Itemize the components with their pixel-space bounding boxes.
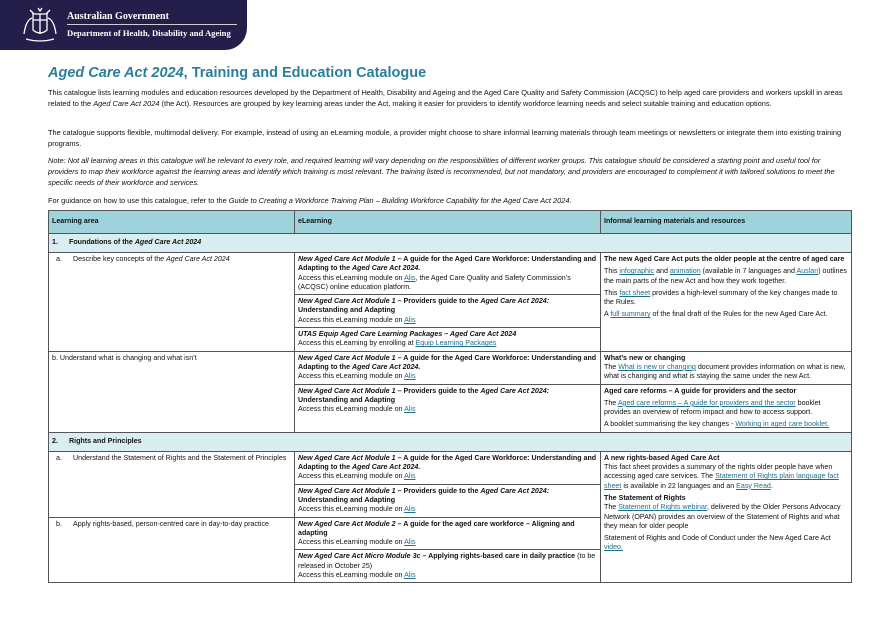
module-title-rest: – Providers guide to the bbox=[395, 297, 481, 306]
access-text: Access this eLearning by enrolling at bbox=[298, 339, 416, 348]
resource-text: The bbox=[604, 398, 618, 407]
alis-link[interactable]: Alis bbox=[404, 315, 416, 324]
elearning-module bbox=[295, 484, 601, 517]
resource-text: The bbox=[604, 362, 619, 371]
auslan-link[interactable]: Auslan bbox=[796, 267, 819, 276]
video-link[interactable]: video. bbox=[604, 543, 623, 552]
access-text: Access this eLearning module on bbox=[298, 273, 405, 282]
section-label: Foundations of the bbox=[69, 238, 135, 247]
intro-p1-text: This catalogue lists learning modules and education resources developed by the Department of Health, Disability and Ageing and the Aged Care Quality and Safety Commission (ACQSC) to help aged care providers and workers upskill in areas related to the bbox=[48, 88, 843, 108]
elearning-module bbox=[295, 328, 601, 352]
resource-heading: Aged care reforms – A guide for providers and the sector bbox=[604, 386, 797, 395]
header-informal: Informal learning materials and resources bbox=[601, 211, 852, 234]
guidance-end: . bbox=[569, 196, 572, 205]
learning-area-2a bbox=[49, 451, 295, 517]
section-2-row bbox=[49, 432, 852, 451]
resource-text: booklet provides an overview of reform impact and how to access support. bbox=[604, 398, 821, 417]
coat-of-arms-icon bbox=[20, 6, 60, 44]
learning-area-1b: b. Understand what is changing and what isn’t bbox=[49, 351, 295, 432]
gov-name: Australian Government bbox=[67, 11, 169, 22]
module-title-rest: – A guide for the Aged Care Workforce: Understanding and Adapting to the bbox=[298, 353, 597, 371]
item-text-italic: Aged Care Act 2024 bbox=[166, 255, 230, 263]
access-text: Access this eLearning module on bbox=[298, 538, 405, 547]
module-title-end: Aged Care Act 2024. bbox=[351, 463, 421, 472]
module-title: New Aged Care Act Module 1 bbox=[298, 255, 396, 263]
module-title-rest: – Applying rights-based care in daily practice bbox=[420, 552, 576, 561]
full-summary-link[interactable]: full summary bbox=[610, 310, 651, 319]
section-label-italic: Aged Care Act 2024 bbox=[134, 238, 202, 247]
module-title: New Aged Care Act Module 1 bbox=[298, 453, 396, 462]
module-title-rest: – A guide for the aged care workforce – Aligning and adapting bbox=[298, 519, 575, 537]
intro-paragraph-2: The catalogue supports flexible, multimodal delivery. For example, instead of using an eLearning module, a provider might choose to share informal learning materials through team meetings or newsletters or integrate them into existing training programs. bbox=[48, 128, 842, 148]
resource-text: (available in 7 languages and bbox=[700, 267, 797, 276]
resource-text: of the final draft of the Rules for the new Aged Care Act. bbox=[650, 310, 828, 319]
module-title-end: Understanding and Adapting bbox=[298, 306, 396, 315]
elearning-module bbox=[295, 451, 601, 484]
elearning-module bbox=[295, 253, 601, 295]
resource-text: A bbox=[604, 310, 611, 319]
alis-link[interactable]: Alis bbox=[404, 405, 416, 414]
module-title-end: Aged Care Act 2024. bbox=[351, 264, 421, 273]
intro-p1-text2: (the Act). Resources are grouped by key learning areas under the Act, making it easier for providers to identify workforce learning needs and select suitable training and education options. bbox=[159, 99, 772, 108]
informal-resources bbox=[601, 253, 852, 352]
resource-text: , delivered by the Older Persons Advocacy Network (OPAN) provides an overview of the Statement of Rights and what they mean for older people bbox=[604, 503, 841, 530]
section-number: 1. bbox=[52, 238, 58, 247]
module-title: New Aged Care Act Module 1 bbox=[298, 297, 396, 306]
item-letter: a. bbox=[56, 453, 62, 462]
resource-heading: The new Aged Care Act puts the older people at the centre of aged care bbox=[604, 255, 845, 263]
access-text: Access this eLearning module on bbox=[298, 505, 405, 514]
section-label: Rights and Principles bbox=[69, 437, 142, 446]
elearning-module bbox=[295, 295, 601, 328]
resource-heading: The Statement of Rights bbox=[604, 493, 686, 502]
reforms-guide-link[interactable]: Aged care reforms – A guide for providers and the sector bbox=[617, 398, 796, 407]
resource-text: . bbox=[770, 481, 773, 490]
module-title: New Aged Care Act Micro Module 3c bbox=[298, 552, 421, 561]
module-title: UTAS Equip Aged Care Learning Packages – Aged Care Act 2024 bbox=[298, 330, 517, 339]
access-text: Access this eLearning module on bbox=[298, 405, 405, 414]
header-elearning: eLearning bbox=[295, 211, 601, 234]
module-title-rest: – Providers guide to the bbox=[395, 386, 481, 395]
guidance-guide-title: Guide to Creating a Workforce Training Plan – Building Workforce Capability for the Aged Care Act 2024 bbox=[228, 196, 570, 205]
page-title bbox=[48, 65, 426, 81]
access-text: Access this eLearning module on bbox=[298, 315, 405, 324]
resource-text: The bbox=[604, 503, 619, 512]
resource-text: This fact sheet provides a summary of the rights older people have when accessing aged care services. The bbox=[604, 463, 833, 481]
catalogue-table bbox=[48, 210, 852, 583]
module-title-end: Understanding and Adapting bbox=[298, 395, 396, 404]
resource-text: provides a high-level summary of the key changes made to the Rules. bbox=[604, 288, 838, 307]
module-title-end: Understanding and Adapting bbox=[298, 495, 396, 504]
section-1-row bbox=[49, 234, 852, 253]
informal-resources bbox=[601, 384, 852, 432]
elearning-module bbox=[295, 550, 601, 583]
rights-webinar-link[interactable]: Statement of Rights webinar bbox=[618, 503, 707, 512]
alis-link[interactable]: Alis bbox=[404, 273, 416, 282]
module-title-italic: Aged Care Act 2024: bbox=[480, 386, 550, 395]
resource-text: and bbox=[654, 267, 670, 276]
module-title-end: Aged Care Act 2024. bbox=[351, 362, 421, 371]
resource-text: This bbox=[604, 267, 620, 276]
section-2-title bbox=[49, 432, 852, 451]
informal-resources bbox=[601, 451, 852, 583]
whats-new-link[interactable]: What is new or changing bbox=[618, 362, 696, 371]
module-title: New Aged Care Act Module 1 bbox=[298, 386, 396, 395]
access-text: Access this eLearning module on bbox=[298, 372, 405, 381]
government-header bbox=[0, 0, 247, 50]
table-header-row bbox=[49, 211, 852, 234]
section-number: 2. bbox=[52, 437, 58, 446]
resource-heading: A new rights-based Aged Care Act bbox=[604, 453, 720, 462]
item-text: Describe key concepts of the bbox=[73, 255, 167, 263]
fact-sheet-link[interactable]: fact sheet bbox=[619, 288, 651, 297]
module-release-note: (to be released in October 25) bbox=[298, 552, 596, 570]
department-name: Department of Health, Disability and Ageing bbox=[67, 28, 231, 38]
access-text: Access this eLearning module on bbox=[298, 571, 405, 580]
easy-read-link[interactable]: Easy Read bbox=[736, 481, 771, 490]
resource-text: This bbox=[604, 288, 620, 297]
resource-text: document provides information on what is new, what is changing and what is staying the same under the new Act. bbox=[604, 362, 846, 381]
animation-link[interactable]: animation bbox=[669, 267, 701, 276]
resource-heading: What’s new or changing bbox=[604, 353, 686, 362]
item-letter: b. bbox=[56, 519, 62, 528]
alis-link[interactable]: Alis bbox=[404, 538, 416, 547]
intro-note: Note: Not all learning areas in this catalogue will be relevant to every role, and required learning will vary depending on the responsibilities of different worker groups. This catalogue should be considered a starting point and useful tool for providers to map their workforce against the learning areas and identify which training is most relevant. The training listed is recommended, but not mandatory, and providers are encouraged to complement it with tailored solutions to meet the specific needs of their workforce and services. bbox=[48, 156, 835, 187]
item-text: Apply rights-based, person-centred care in day-to-day practice bbox=[73, 519, 269, 528]
learning-area-2b bbox=[49, 517, 295, 583]
access-text: Access this eLearning module on bbox=[298, 472, 405, 481]
resource-text: Statement of Rights and Code of Conduct under the New Aged Care Act bbox=[604, 534, 831, 543]
module-title: New Aged Care Act Module 1 bbox=[298, 353, 396, 362]
alis-link[interactable]: Alis bbox=[404, 372, 416, 381]
equip-link[interactable]: Equip Learning Packages bbox=[415, 339, 497, 348]
title-italic: Aged Care Act 2024 bbox=[48, 65, 184, 81]
module-title-italic: Aged Care Act 2024: bbox=[480, 297, 550, 306]
intro-p1-italic: Aged Care Act 2024 bbox=[93, 99, 160, 108]
alis-link[interactable]: Alis bbox=[404, 505, 416, 514]
learning-area-1a bbox=[49, 253, 295, 352]
alis-link[interactable]: Alis bbox=[404, 571, 416, 580]
module-title-rest: – A guide for the Aged Care Workforce: Understanding and Adapting to the bbox=[298, 255, 597, 273]
header-learning-area: Learning area bbox=[49, 211, 295, 234]
intro-guidance bbox=[48, 195, 848, 206]
section-1-title bbox=[49, 234, 852, 253]
guidance-text: For guidance on how to use this catalogue, refer to the bbox=[48, 196, 229, 205]
alis-link[interactable]: Alis bbox=[404, 472, 416, 481]
header-divider bbox=[67, 24, 237, 25]
title-rest: , Training and Education Catalogue bbox=[183, 65, 427, 81]
module-title-rest: – Providers guide to the bbox=[395, 486, 481, 495]
access-text-2: , the Aged Care Quality and Safety Commission’s (ACQSC) online education platform. bbox=[298, 273, 571, 291]
module-title-italic: Aged Care Act 2024: bbox=[480, 486, 550, 495]
resource-text: A booklet summarising the key changes - bbox=[604, 420, 736, 429]
resource-text: ) outlines the main parts of the new Act and how they work together. bbox=[604, 267, 847, 285]
table-row bbox=[49, 253, 852, 295]
elearning-module bbox=[295, 517, 601, 550]
table-row bbox=[49, 351, 852, 384]
item-text: Understand the Statement of Rights and the Statement of Principles bbox=[73, 453, 287, 462]
resource-text: is available in 22 languages and an bbox=[621, 481, 737, 490]
table-row bbox=[49, 451, 852, 484]
module-title-rest: – A guide for the Aged Care Workforce: Understanding and Adapting to the bbox=[298, 453, 597, 472]
elearning-module bbox=[295, 384, 601, 432]
working-booklet-link[interactable]: Working in aged care booklet. bbox=[735, 420, 830, 429]
infographic-link[interactable]: infographic bbox=[619, 267, 655, 276]
elearning-module bbox=[295, 351, 601, 384]
rights-fact-sheet-link[interactable]: Statement of Rights plain language fact sheet bbox=[604, 472, 839, 490]
informal-resources bbox=[601, 351, 852, 384]
intro-paragraph-1 bbox=[48, 87, 848, 109]
module-title: New Aged Care Act Module 2 bbox=[298, 519, 396, 528]
item-letter: a. bbox=[56, 255, 62, 263]
module-title: New Aged Care Act Module 1 bbox=[298, 486, 396, 495]
